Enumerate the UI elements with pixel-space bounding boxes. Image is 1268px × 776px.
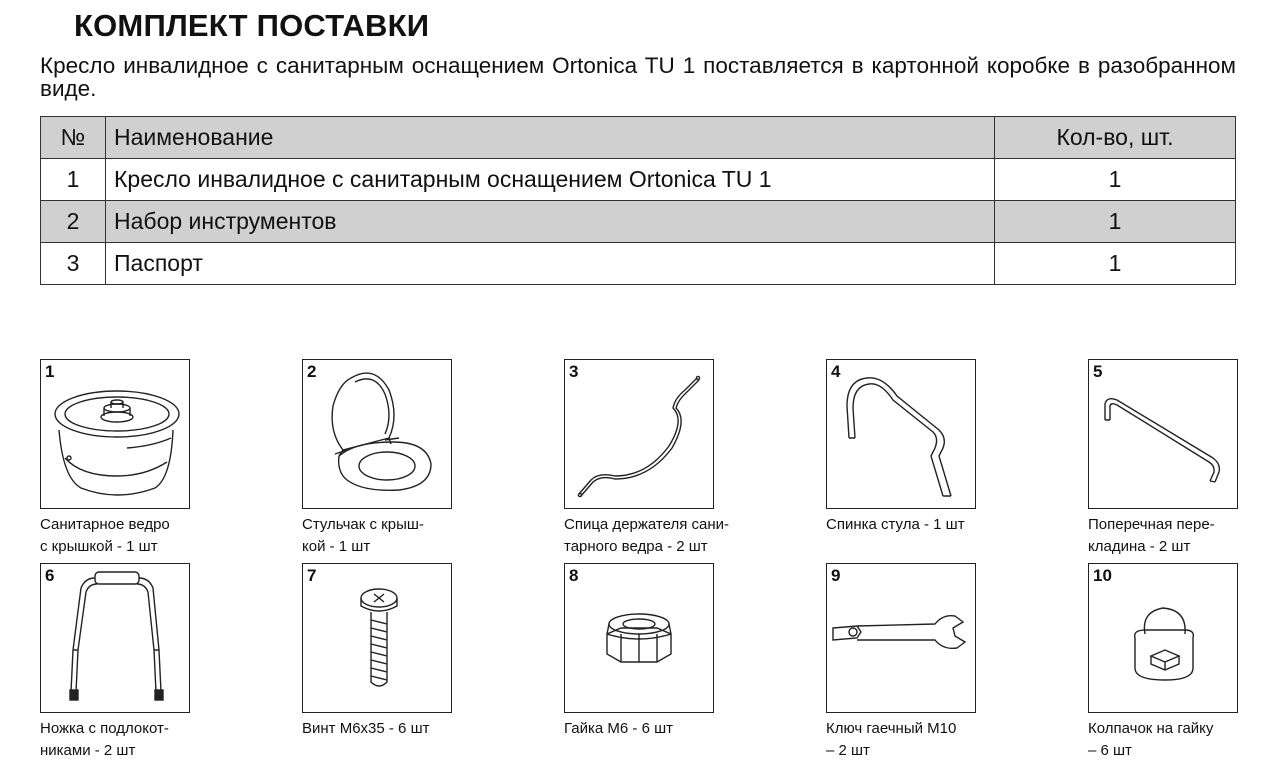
part-image-box (1088, 563, 1238, 713)
row-name: Набор инструментов (106, 201, 995, 243)
part-tile (564, 359, 730, 558)
part-tile (302, 563, 452, 740)
header-number: № (41, 117, 106, 159)
part-image-box (564, 563, 714, 713)
part-caption: Гайка М6 - 6 шт (564, 720, 673, 737)
part-number: 2 (307, 362, 317, 381)
intro-text: Кресло инвалидное с санитарным оснащением Ortonica TU 1 поставляется в картонной коробке в разобранном виде. (40, 53, 1236, 101)
table-row (41, 243, 1236, 285)
part-image-box (40, 359, 190, 509)
crossbar-icon (1089, 360, 1237, 508)
part-tile (40, 563, 190, 762)
part-caption: Поперечная пере- кладина - 2 шт (1088, 516, 1215, 555)
part-image-box (826, 563, 976, 713)
row-quantity: 1 (995, 159, 1236, 201)
row-number: 2 (41, 201, 106, 243)
header-name: Наименование (106, 117, 995, 159)
part-number: 6 (45, 566, 55, 585)
table-header-row (41, 117, 1236, 159)
part-image-box (564, 359, 714, 509)
screw-icon (303, 564, 451, 712)
part-number: 3 (569, 362, 579, 381)
chair-back-icon (827, 360, 975, 508)
row-number: 3 (41, 243, 106, 285)
part-caption: Ключ гаечный М10 – 2 шт (826, 720, 957, 759)
wrench-icon (827, 564, 975, 712)
part-tile (826, 563, 976, 762)
part-number: 7 (307, 566, 317, 585)
part-number: 10 (1093, 566, 1112, 585)
part-tile (40, 359, 190, 558)
part-caption: Ножка с подлокот- никами - 2 шт (40, 720, 169, 759)
part-caption: Стульчак с крыш- кой - 1 шт (302, 516, 424, 555)
row-quantity: 1 (995, 243, 1236, 285)
row-name: Кресло инвалидное с санитарным оснащением Ortonica TU 1 (106, 159, 995, 201)
nut-cap-icon (1089, 564, 1237, 712)
part-tile (1088, 359, 1238, 558)
row-name: Паспорт (106, 243, 995, 285)
part-image-box (826, 359, 976, 509)
contents-table (40, 116, 1236, 285)
nut-icon (565, 564, 713, 712)
part-number: 8 (569, 566, 579, 585)
page-title: КОМПЛЕКТ ПОСТАВКИ (74, 8, 430, 43)
part-number: 9 (831, 566, 841, 585)
row-number: 1 (41, 159, 106, 201)
bucket-icon (41, 360, 189, 508)
part-number: 4 (831, 362, 841, 381)
part-tile (564, 563, 714, 740)
part-caption: Винт М6х35 - 6 шт (302, 720, 430, 737)
part-tile (826, 359, 976, 536)
part-number: 1 (45, 362, 55, 381)
leg-armrest-icon (41, 564, 189, 712)
row-quantity: 1 (995, 201, 1236, 243)
table-row (41, 159, 1236, 201)
part-caption: Колпачок на гайку – 6 шт (1088, 720, 1214, 759)
part-image-box (302, 563, 452, 713)
part-caption: Санитарное ведро с крышкой - 1 шт (40, 516, 170, 555)
part-caption: Спинка стула - 1 шт (826, 516, 965, 533)
part-image-box (302, 359, 452, 509)
header-quantity: Кол-во, шт. (995, 117, 1236, 159)
part-image-box (40, 563, 190, 713)
part-image-box (1088, 359, 1238, 509)
wire-spoke-icon (565, 360, 713, 508)
part-caption: Спица держателя сани- тарного ведра - 2 шт (564, 516, 730, 555)
toilet-seat-icon (303, 360, 451, 508)
part-number: 5 (1093, 362, 1103, 381)
part-tile (1088, 563, 1238, 762)
part-tile (302, 359, 452, 558)
table-row (41, 201, 1236, 243)
